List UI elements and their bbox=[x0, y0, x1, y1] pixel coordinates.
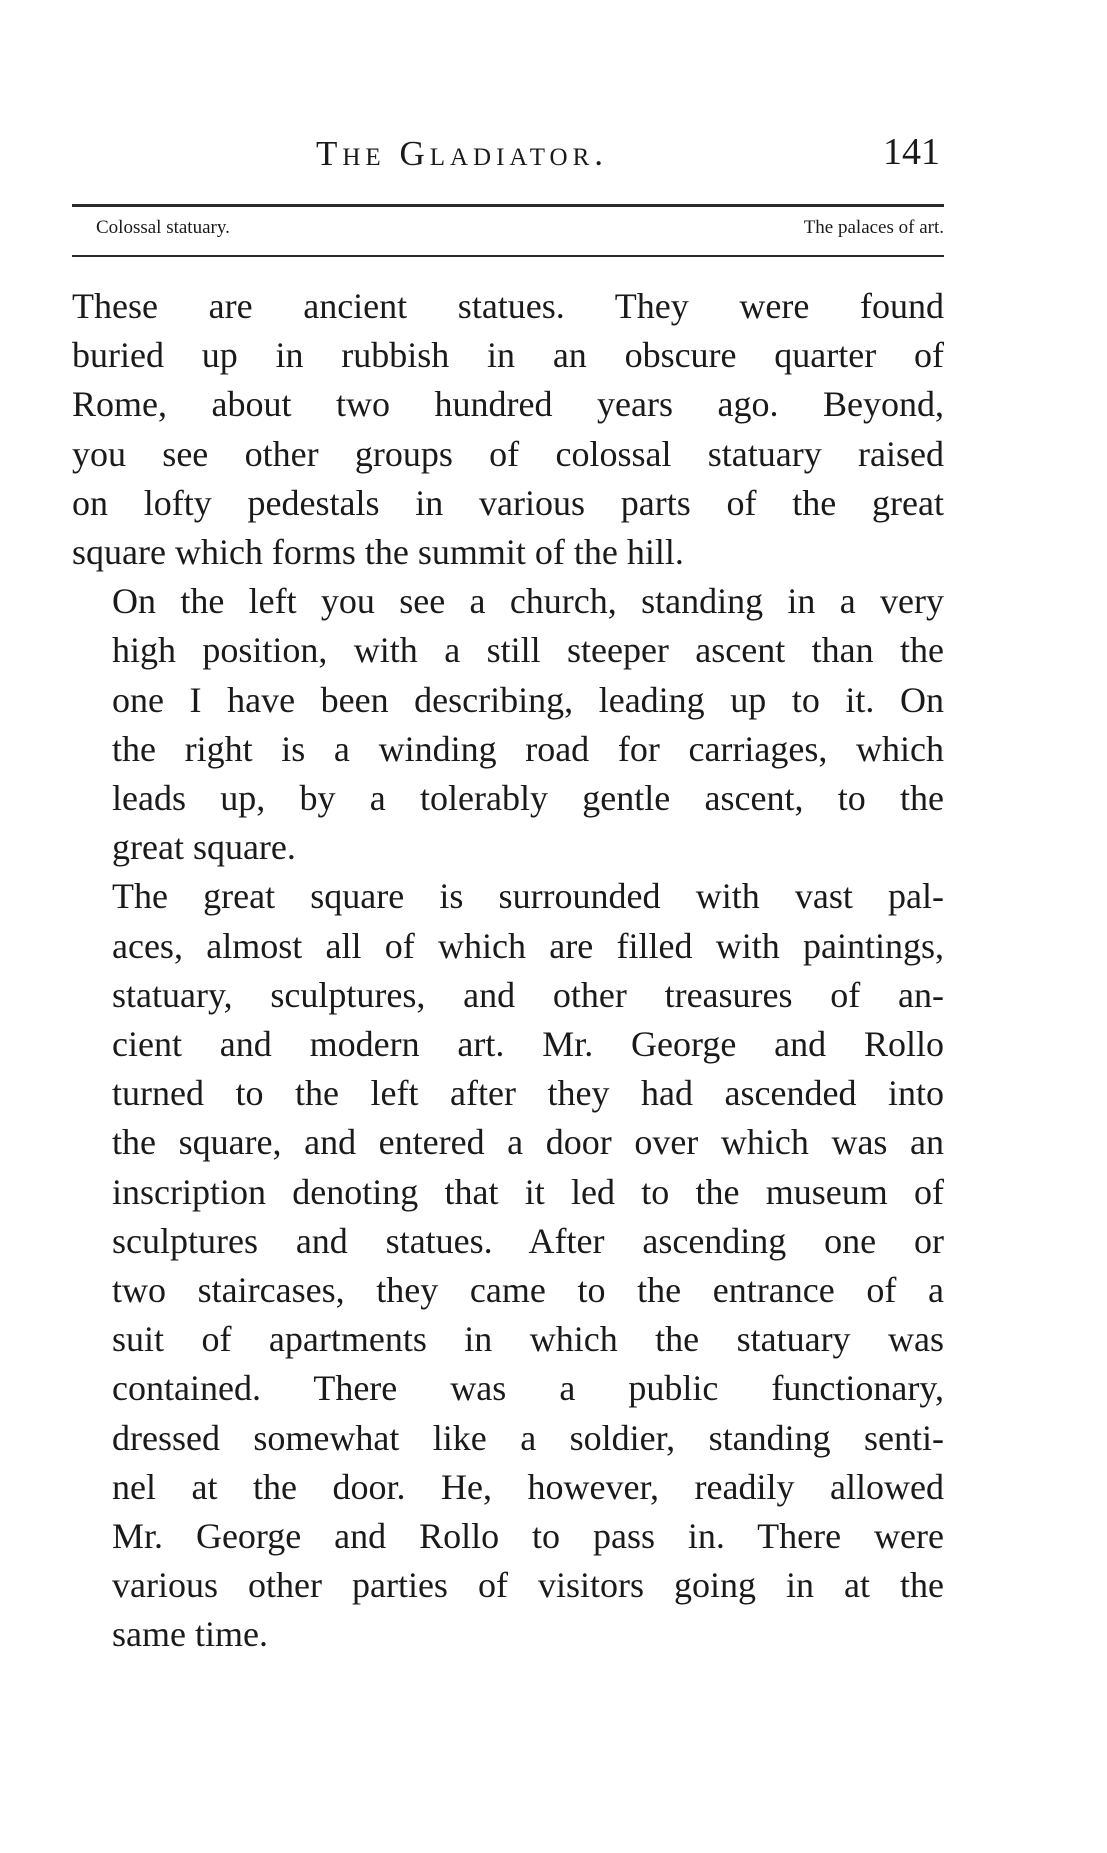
text-line: turned to the left after they had ascended into bbox=[112, 1073, 944, 1114]
text-line: dressed somewhat like a soldier, standing senti- bbox=[112, 1417, 944, 1458]
text-line: These are ancient statues. They were found bbox=[72, 286, 944, 326]
text-line: contained. There was a public functionary, bbox=[112, 1368, 944, 1409]
text-line: The great square is surrounded with vast pal- bbox=[112, 876, 944, 917]
text-line: statuary, sculptures, and other treasures of an- bbox=[112, 974, 944, 1015]
text-line: two staircases, they came to the entrance of a bbox=[112, 1270, 944, 1311]
text-line: you see other groups of colossal statuary raised bbox=[72, 433, 944, 474]
running-title: The Gladiator. bbox=[316, 134, 609, 173]
paragraph-3 bbox=[72, 872, 944, 1659]
text-line: aces, almost all of which are filled with paintings, bbox=[112, 925, 944, 966]
running-head bbox=[72, 128, 944, 180]
text-line: suit of apartments in which the statuary was bbox=[112, 1319, 944, 1360]
text-line: various other parties of visitors going in at the bbox=[112, 1565, 944, 1606]
text-line: sculptures and statues. After ascending one or bbox=[112, 1220, 944, 1261]
text-line: same time. bbox=[112, 1614, 268, 1655]
text-line: cient and modern art. Mr. George and Rollo bbox=[112, 1024, 944, 1065]
text-line: on lofty pedestals in various parts of the great bbox=[72, 482, 944, 523]
text-line: nel at the door. He, however, readily allowed bbox=[112, 1466, 944, 1507]
text-line: the square, and entered a door over which was an bbox=[112, 1122, 944, 1163]
text-line: buried up in rubbish in an obscure quarter of bbox=[72, 335, 944, 376]
body-text bbox=[72, 282, 944, 1660]
text-line: great square. bbox=[112, 827, 296, 868]
text-line: inscription denoting that it led to the museum of bbox=[112, 1171, 944, 1212]
text-line: Mr. George and Rollo to pass in. There were bbox=[112, 1516, 944, 1557]
text-line: On the left you see a church, standing in a very bbox=[112, 581, 944, 622]
text-line: Rome, about two hundred years ago. Beyond, bbox=[72, 384, 944, 425]
text-line: high position, with a still steeper ascent than the bbox=[112, 630, 944, 671]
text-line: the right is a winding road for carriages, which bbox=[112, 728, 944, 769]
subhead-right: The palaces of art. bbox=[803, 217, 944, 238]
header-rule-bottom bbox=[72, 255, 944, 257]
text-line: one I have been describing, leading up to it. On bbox=[112, 679, 944, 720]
header-rule-top bbox=[72, 204, 944, 207]
subhead-left: Colossal statuary. bbox=[96, 217, 230, 238]
paragraph-2 bbox=[72, 577, 944, 872]
text-line: leads up, by a tolerably gentle ascent, to the bbox=[112, 778, 944, 819]
text-line: square which forms the summit of the hill. bbox=[72, 532, 684, 573]
paragraph-1 bbox=[72, 282, 944, 577]
page-number: 141 bbox=[883, 131, 940, 173]
